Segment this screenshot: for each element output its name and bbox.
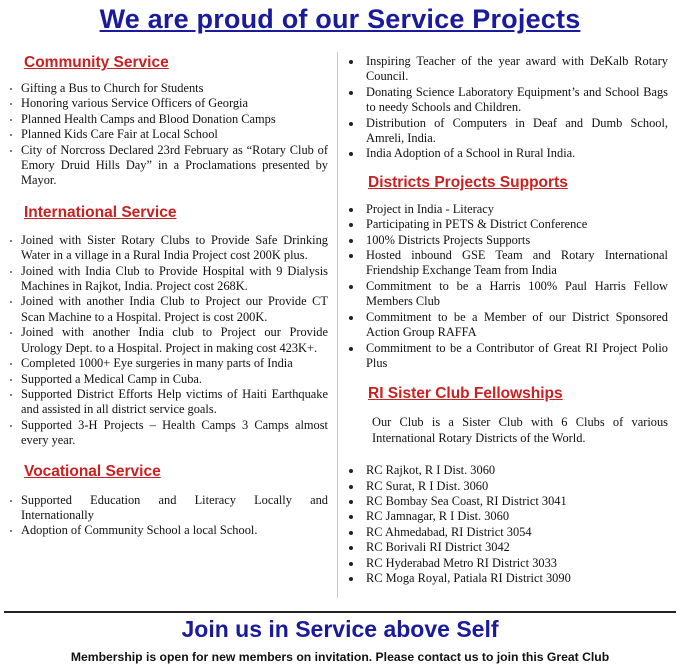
list-item: Planned Health Camps and Blood Donation Camps xyxy=(8,112,328,127)
list-item: Supported District Efforts Help victims of Haiti Earthquake and assisted in all district service goals. xyxy=(8,387,328,418)
list-item: RC Surat, R I Dist. 3060 xyxy=(346,479,668,494)
list-item: Gifting a Bus to Church for Students xyxy=(8,81,328,96)
list-item: 100% Districts Projects Supports xyxy=(346,233,668,248)
list-item: RC Borivali RI District 3042 xyxy=(346,540,668,555)
list-item: Commitment to be a Harris 100% Paul Harris Fellow Members Club xyxy=(346,279,668,310)
list-item: Supported 3-H Projects – Health Camps 3 Camps almost every year. xyxy=(8,418,328,449)
vocational-service-list xyxy=(8,493,328,539)
list-item: RC Bombay Sea Coast, RI District 3041 xyxy=(346,494,668,509)
list-item: Joined with India Club to Provide Hospital with 9 Dialysis Machines in Rajkot, India. Project cost 268K. xyxy=(8,264,328,295)
list-item: RC Rajkot, R I Dist. 3060 xyxy=(346,463,668,478)
list-item: Hosted inbound GSE Team and Rotary International Friendship Exchange Team from India xyxy=(346,248,668,279)
list-item: Supported a Medical Camp in Cuba. xyxy=(8,372,328,387)
international-service-list xyxy=(8,233,328,449)
list-item: Donating Science Laboratory Equipment’s and School Bags to needy Schools and Children. xyxy=(346,85,668,116)
community-service-list xyxy=(8,81,328,189)
list-item: RC Hyderabad Metro RI District 3033 xyxy=(346,556,668,571)
list-item: Honoring various Service Officers of Georgia xyxy=(8,96,328,111)
right-column xyxy=(346,54,668,586)
sister-club-list xyxy=(346,463,668,586)
vocational-service-heading: Vocational Service xyxy=(24,462,161,480)
footer-rule xyxy=(4,611,676,613)
list-item: Completed 1000+ Eye surgeries in many parts of India xyxy=(8,356,328,371)
list-item: Distribution of Computers in Deaf and Dumb School, Amreli, India. xyxy=(346,116,668,147)
list-item: Supported Education and Literacy Locally and Internationally xyxy=(8,493,328,524)
international-service-heading: International Service xyxy=(24,203,177,221)
footer-text: Membership is open for new members on invitation. Please contact us to join this Great Club xyxy=(70,650,610,664)
list-item: RC Jamnagar, R I Dist. 3060 xyxy=(346,509,668,524)
list-item: Planned Kids Care Fair at Local School xyxy=(8,127,328,142)
list-item: RC Ahmedabad, RI District 3054 xyxy=(346,525,668,540)
sister-club-intro: Our Club is a Sister Club with 6 Clubs of various International Rotary Districts of the World. xyxy=(372,415,668,445)
list-item: India Adoption of a School in Rural India. xyxy=(346,146,668,161)
list-item: Joined with another India club to Project our Provide Urology Dept. to a Hospital. Project in making cost 423K+. xyxy=(8,325,328,356)
list-item: Project in India - Literacy xyxy=(346,202,668,217)
list-item: Commitment to be a Member of our District Sponsored Action Group RAFFA xyxy=(346,310,668,341)
list-item: Inspiring Teacher of the year award with DeKalb Rotary Council. xyxy=(346,54,668,85)
list-item: Participating in PETS & District Conference xyxy=(346,217,668,232)
list-item: Adoption of Community School a local School. xyxy=(8,523,328,538)
column-divider xyxy=(337,52,338,598)
community-service-heading: Community Service xyxy=(24,54,169,71)
list-item: City of Norcross Declared 23rd February as “Rotary Club of Emory Druid Hills Day” in a Proclamations presented by Mayor. xyxy=(8,143,328,189)
sister-club-heading: RI Sister Club Fellowships xyxy=(368,385,563,403)
list-item: Joined with another India Club to Project our Provide CT Scan Machine to a Hospital. Project is cost 200K. xyxy=(8,294,328,325)
footer-title: Join us in Service above Self xyxy=(181,616,499,642)
list-item: RC Moga Royal, Patiala RI District 3090 xyxy=(346,571,668,586)
list-item: Commitment to be a Contributor of Great RI Project Polio Plus xyxy=(346,341,668,372)
districts-projects-heading: Districts Projects Supports xyxy=(368,173,568,191)
left-column xyxy=(8,54,328,539)
list-item: Joined with Sister Rotary Clubs to Provide Safe Drinking Water in a village in a Rural India Project cost 200K plus. xyxy=(8,233,328,264)
community-service-continued-list xyxy=(346,54,668,162)
page-title: We are proud of our Service Projects xyxy=(99,4,581,34)
districts-projects-list xyxy=(346,202,668,371)
